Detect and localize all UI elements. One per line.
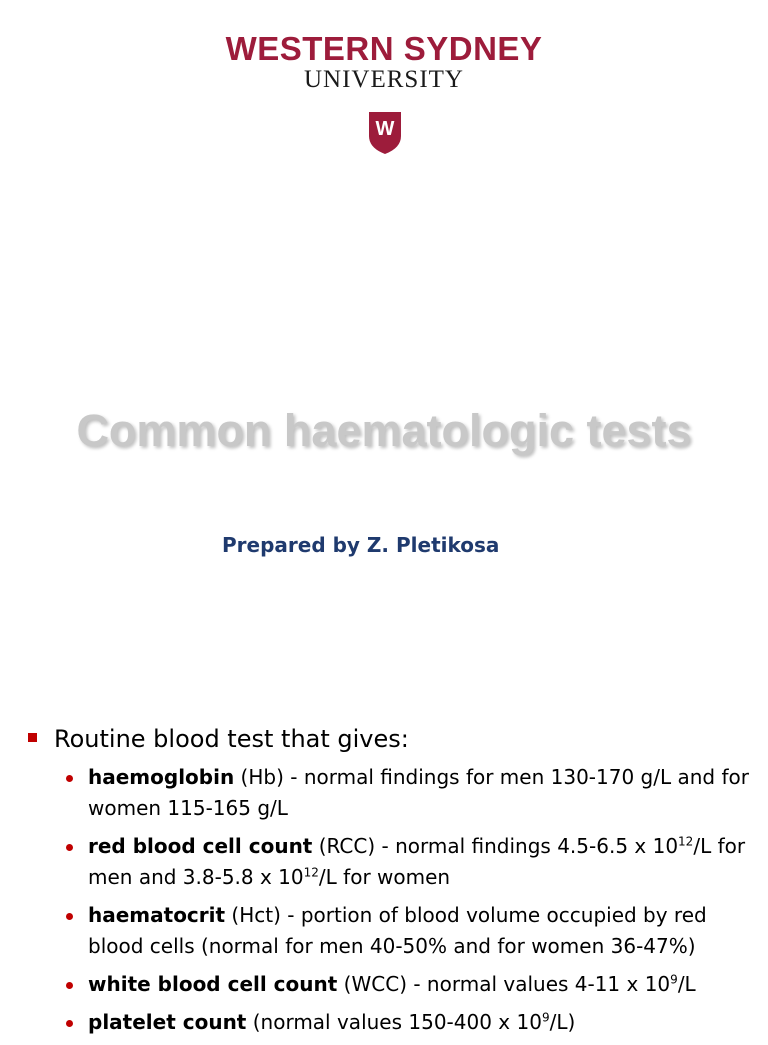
bullet-list	[28, 722, 758, 1045]
shield-letter: W	[375, 118, 395, 140]
university-shield-icon	[367, 110, 403, 156]
list-item	[62, 900, 758, 962]
item-exponent: 9	[670, 972, 678, 987]
item-text: (normal values 150-400 x 10	[246, 1010, 542, 1034]
list-item	[62, 1007, 758, 1038]
author-line: Prepared by Z. Pletikosa	[222, 533, 500, 557]
item-term: white blood cell count	[88, 972, 338, 996]
intro-text: Routine blood test that gives:	[54, 725, 409, 753]
bullet-intro	[28, 722, 758, 756]
logo-subtitle: UNIVERSITY	[304, 66, 464, 93]
item-term: red blood cell count	[88, 834, 313, 858]
dot-bullet-icon	[66, 844, 73, 851]
item-exponent: 9	[541, 1010, 550, 1025]
logo-wordmark: WESTERN SYDNEY	[225, 30, 543, 67]
item-text: (Hct) - portion of blood volume occupied by red blood cells (normal for men 40-50% and for women 36-47%)	[88, 903, 707, 958]
item-term: haemoglobin	[88, 765, 235, 789]
square-bullet-icon	[28, 733, 37, 742]
item-text: /L)	[549, 1010, 576, 1034]
item-term: haematocrit	[88, 903, 226, 927]
item-text: /L for men and 3.8-5.8 x 10	[88, 834, 746, 889]
item-text: /L	[677, 972, 696, 996]
dot-bullet-icon	[66, 982, 73, 989]
dot-bullet-icon	[66, 913, 73, 920]
item-text: (RCC) - normal findings 4.5-6.5 x 10	[312, 834, 679, 858]
sub-list	[28, 762, 758, 1038]
item-exponent: 12	[678, 834, 694, 849]
list-item	[62, 762, 758, 824]
list-item	[62, 969, 758, 1000]
item-text: /L for women	[318, 865, 451, 889]
item-text: (WCC) - normal values 4-11 x 10	[337, 972, 671, 996]
list-item	[62, 831, 758, 893]
slide-title: Common haematologic tests	[76, 405, 692, 456]
item-exponent: 12	[303, 865, 319, 880]
item-term: platelet count	[88, 1010, 247, 1034]
dot-bullet-icon	[66, 775, 73, 782]
item-text: (Hb) - normal findings for men 130-170 g/L and for women 115-165 g/L	[88, 765, 749, 820]
